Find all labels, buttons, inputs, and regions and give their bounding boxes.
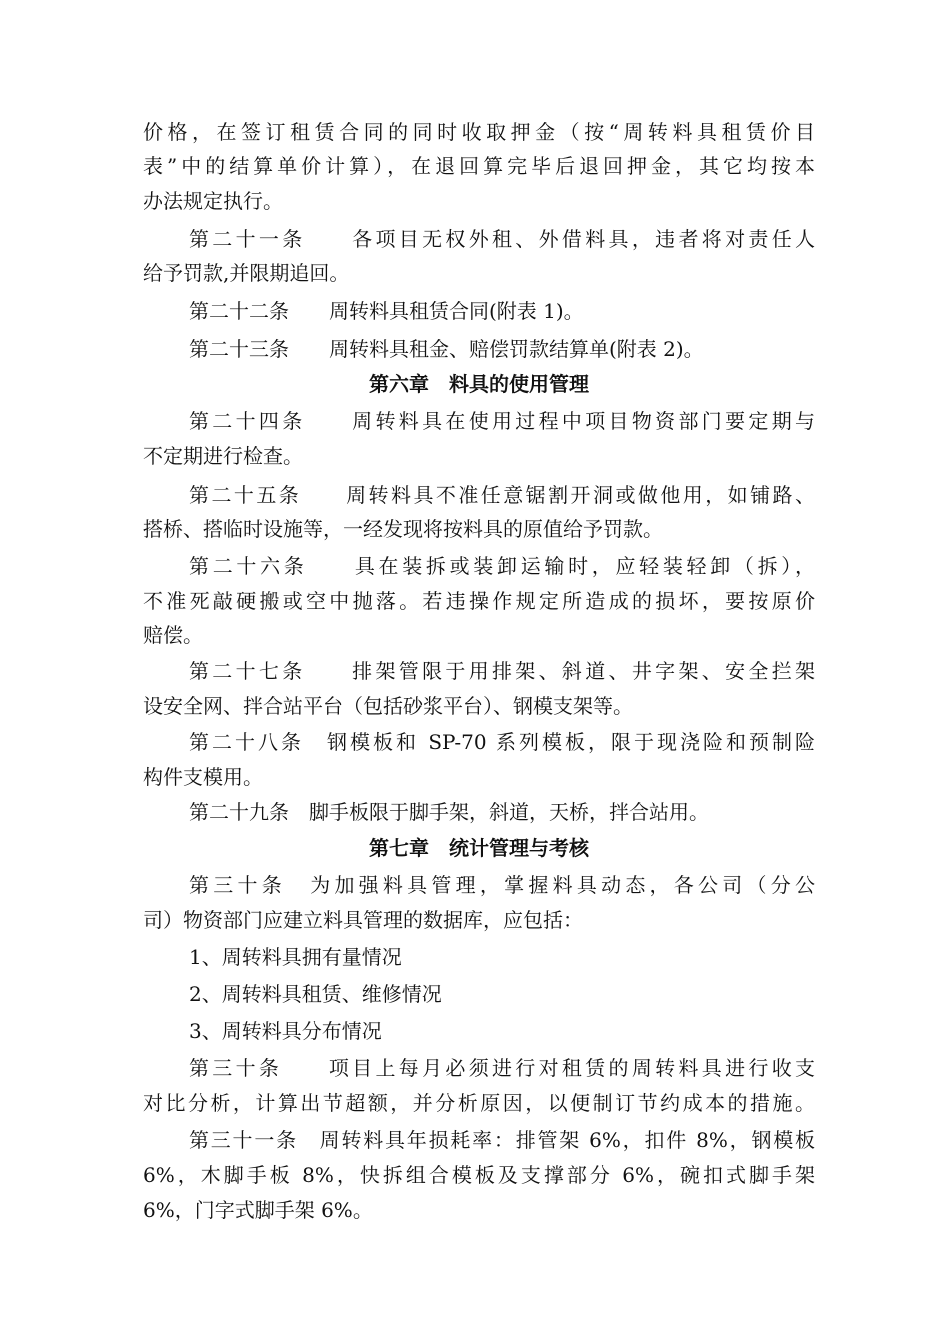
article-27: 第二十七条 排架管限于用排架、斜道、井字架、安全拦架 bbox=[189, 659, 815, 683]
article-21: 第二十一条 各项目无权外租、外借料具，违者将对责任人 bbox=[189, 227, 815, 251]
text-line: 6%，木脚手板 8%，快拆组合模板及支撑部分 6%，碗扣式脚手架 bbox=[143, 1163, 815, 1187]
text-line: 司）物资部门应建立料具管理的数据库，应包括： bbox=[143, 908, 583, 932]
text-line: 不定期进行检查。 bbox=[143, 444, 303, 468]
article-28: 第二十八条 钢模板和 SP-70 系列模板，限于现浇险和预制险 bbox=[189, 730, 815, 754]
article-26: 第二十六条 具在装拆或装卸运输时，应轻装轻卸（拆）， bbox=[189, 554, 815, 578]
text-line: 对比分析，计算出节超额，并分析原因，以便制订节约成本的措施。 bbox=[143, 1091, 815, 1115]
article-30b: 第三十条 项目上每月必须进行对租赁的周转料具进行收支 bbox=[189, 1056, 815, 1080]
article-25: 第二十五条 周转料具不准任意锯割开洞或做他用，如铺路、 bbox=[189, 483, 815, 507]
text-line: 赔偿。 bbox=[143, 623, 203, 647]
article-31: 第三十一条 周转料具年损耗率：排管架 6%，扣件 8%，钢模板 bbox=[189, 1128, 815, 1152]
text-line: 设安全网、拌合站平台（包括砂浆平台）、钢模支架等。 bbox=[143, 694, 633, 718]
text-line: 给予罚款,并限期追回。 bbox=[143, 261, 350, 285]
list-item: 3、周转料具分布情况 bbox=[189, 1019, 382, 1043]
text-line: 表”中的结算单价计算），在退回算完毕后退回押金，其它均按本 bbox=[143, 154, 815, 178]
article-30: 第三十条 为加强料具管理，掌握料具动态，各公司（分公 bbox=[189, 873, 815, 897]
text-line: 不准死敲硬搬或空中抛落。若违操作规定所造成的损坏，要按原价 bbox=[143, 589, 815, 613]
list-item: 2、周转料具租赁、维修情况 bbox=[189, 982, 442, 1006]
chapter-6-heading: 第六章 料具的使用管理 bbox=[369, 372, 589, 396]
list-item: 1、周转料具拥有量情况 bbox=[189, 945, 402, 969]
text-line: 价格，在签订租赁合同的同时收取押金（按“周转料具租赁价目 bbox=[143, 120, 815, 144]
chapter-7-heading: 第七章 统计管理与考核 bbox=[369, 836, 589, 860]
text-line: 搭桥、搭临时设施等，一经发现将按料具的原值给予罚款。 bbox=[143, 517, 663, 541]
article-24: 第二十四条 周转料具在使用过程中项目物资部门要定期与 bbox=[189, 409, 815, 433]
text-line: 构件支模用。 bbox=[143, 765, 263, 789]
text-line: 6%，门字式脚手架 6%。 bbox=[143, 1198, 373, 1222]
article-22: 第二十二条 周转料具租赁合同(附表 1)。 bbox=[189, 299, 584, 323]
text-line: 办法规定执行。 bbox=[143, 189, 283, 213]
article-23: 第二十三条 周转料具租金、赔偿罚款结算单(附表 2)。 bbox=[189, 337, 704, 361]
article-29: 第二十九条 脚手板限于脚手架，斜道，天桥，拌合站用。 bbox=[189, 800, 709, 824]
